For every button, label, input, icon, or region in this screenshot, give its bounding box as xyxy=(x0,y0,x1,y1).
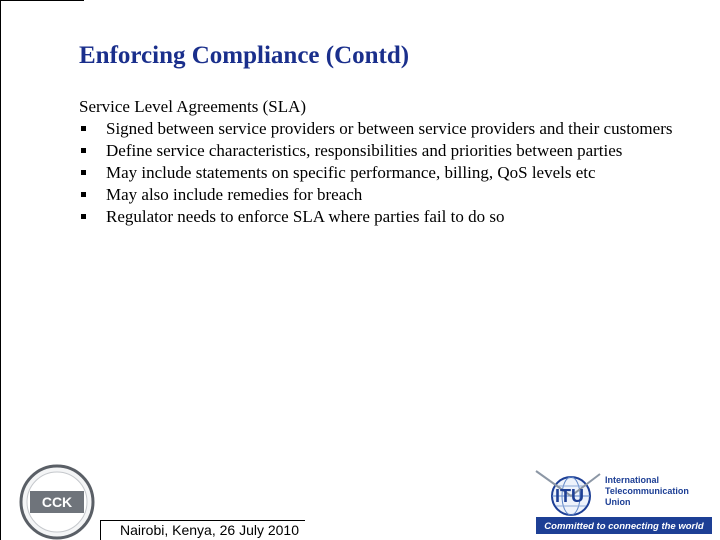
bullet-list xyxy=(79,118,679,227)
bullet-text: May include statements on specific performance, billing, QoS levels etc xyxy=(106,163,596,182)
bullet-text: Signed between service providers or between service providers and their customers xyxy=(106,119,673,138)
footer-location-date: Nairobi, Kenya, 26 July 2010 xyxy=(120,522,299,538)
itu-logo xyxy=(532,462,714,538)
slide-title: Enforcing Compliance (Contd) xyxy=(79,42,410,69)
itu-line-3: Union xyxy=(605,497,631,507)
bullet-item xyxy=(79,118,679,139)
top-rule xyxy=(0,0,84,1)
left-rule xyxy=(0,0,1,540)
square-bullet-icon xyxy=(81,170,86,175)
square-bullet-icon xyxy=(81,214,86,219)
itu-tagline: Committed to connecting the world xyxy=(544,521,704,532)
square-bullet-icon xyxy=(81,192,86,197)
cck-logo xyxy=(19,464,95,540)
bullet-item xyxy=(79,184,679,205)
bullet-text: Regulator needs to enforce SLA where parties fail to do so xyxy=(106,207,505,226)
lead-text: Service Level Agreements (SLA) xyxy=(79,97,307,116)
bullet-text: May also include remedies for breach xyxy=(106,185,363,204)
bullet-text: Define service characteristics, responsibilities and priorities between parties xyxy=(106,141,623,160)
itu-acronym: ITU xyxy=(555,486,584,506)
itu-line-2: Telecommunication xyxy=(605,486,689,496)
bullet-item xyxy=(79,162,679,183)
bullet-item xyxy=(79,206,679,227)
bullet-item xyxy=(79,140,679,161)
itu-line-1: International xyxy=(605,475,660,485)
slide-content xyxy=(79,96,679,227)
cck-logo-text: CCK xyxy=(41,494,73,510)
square-bullet-icon xyxy=(81,148,86,153)
square-bullet-icon xyxy=(81,126,86,131)
